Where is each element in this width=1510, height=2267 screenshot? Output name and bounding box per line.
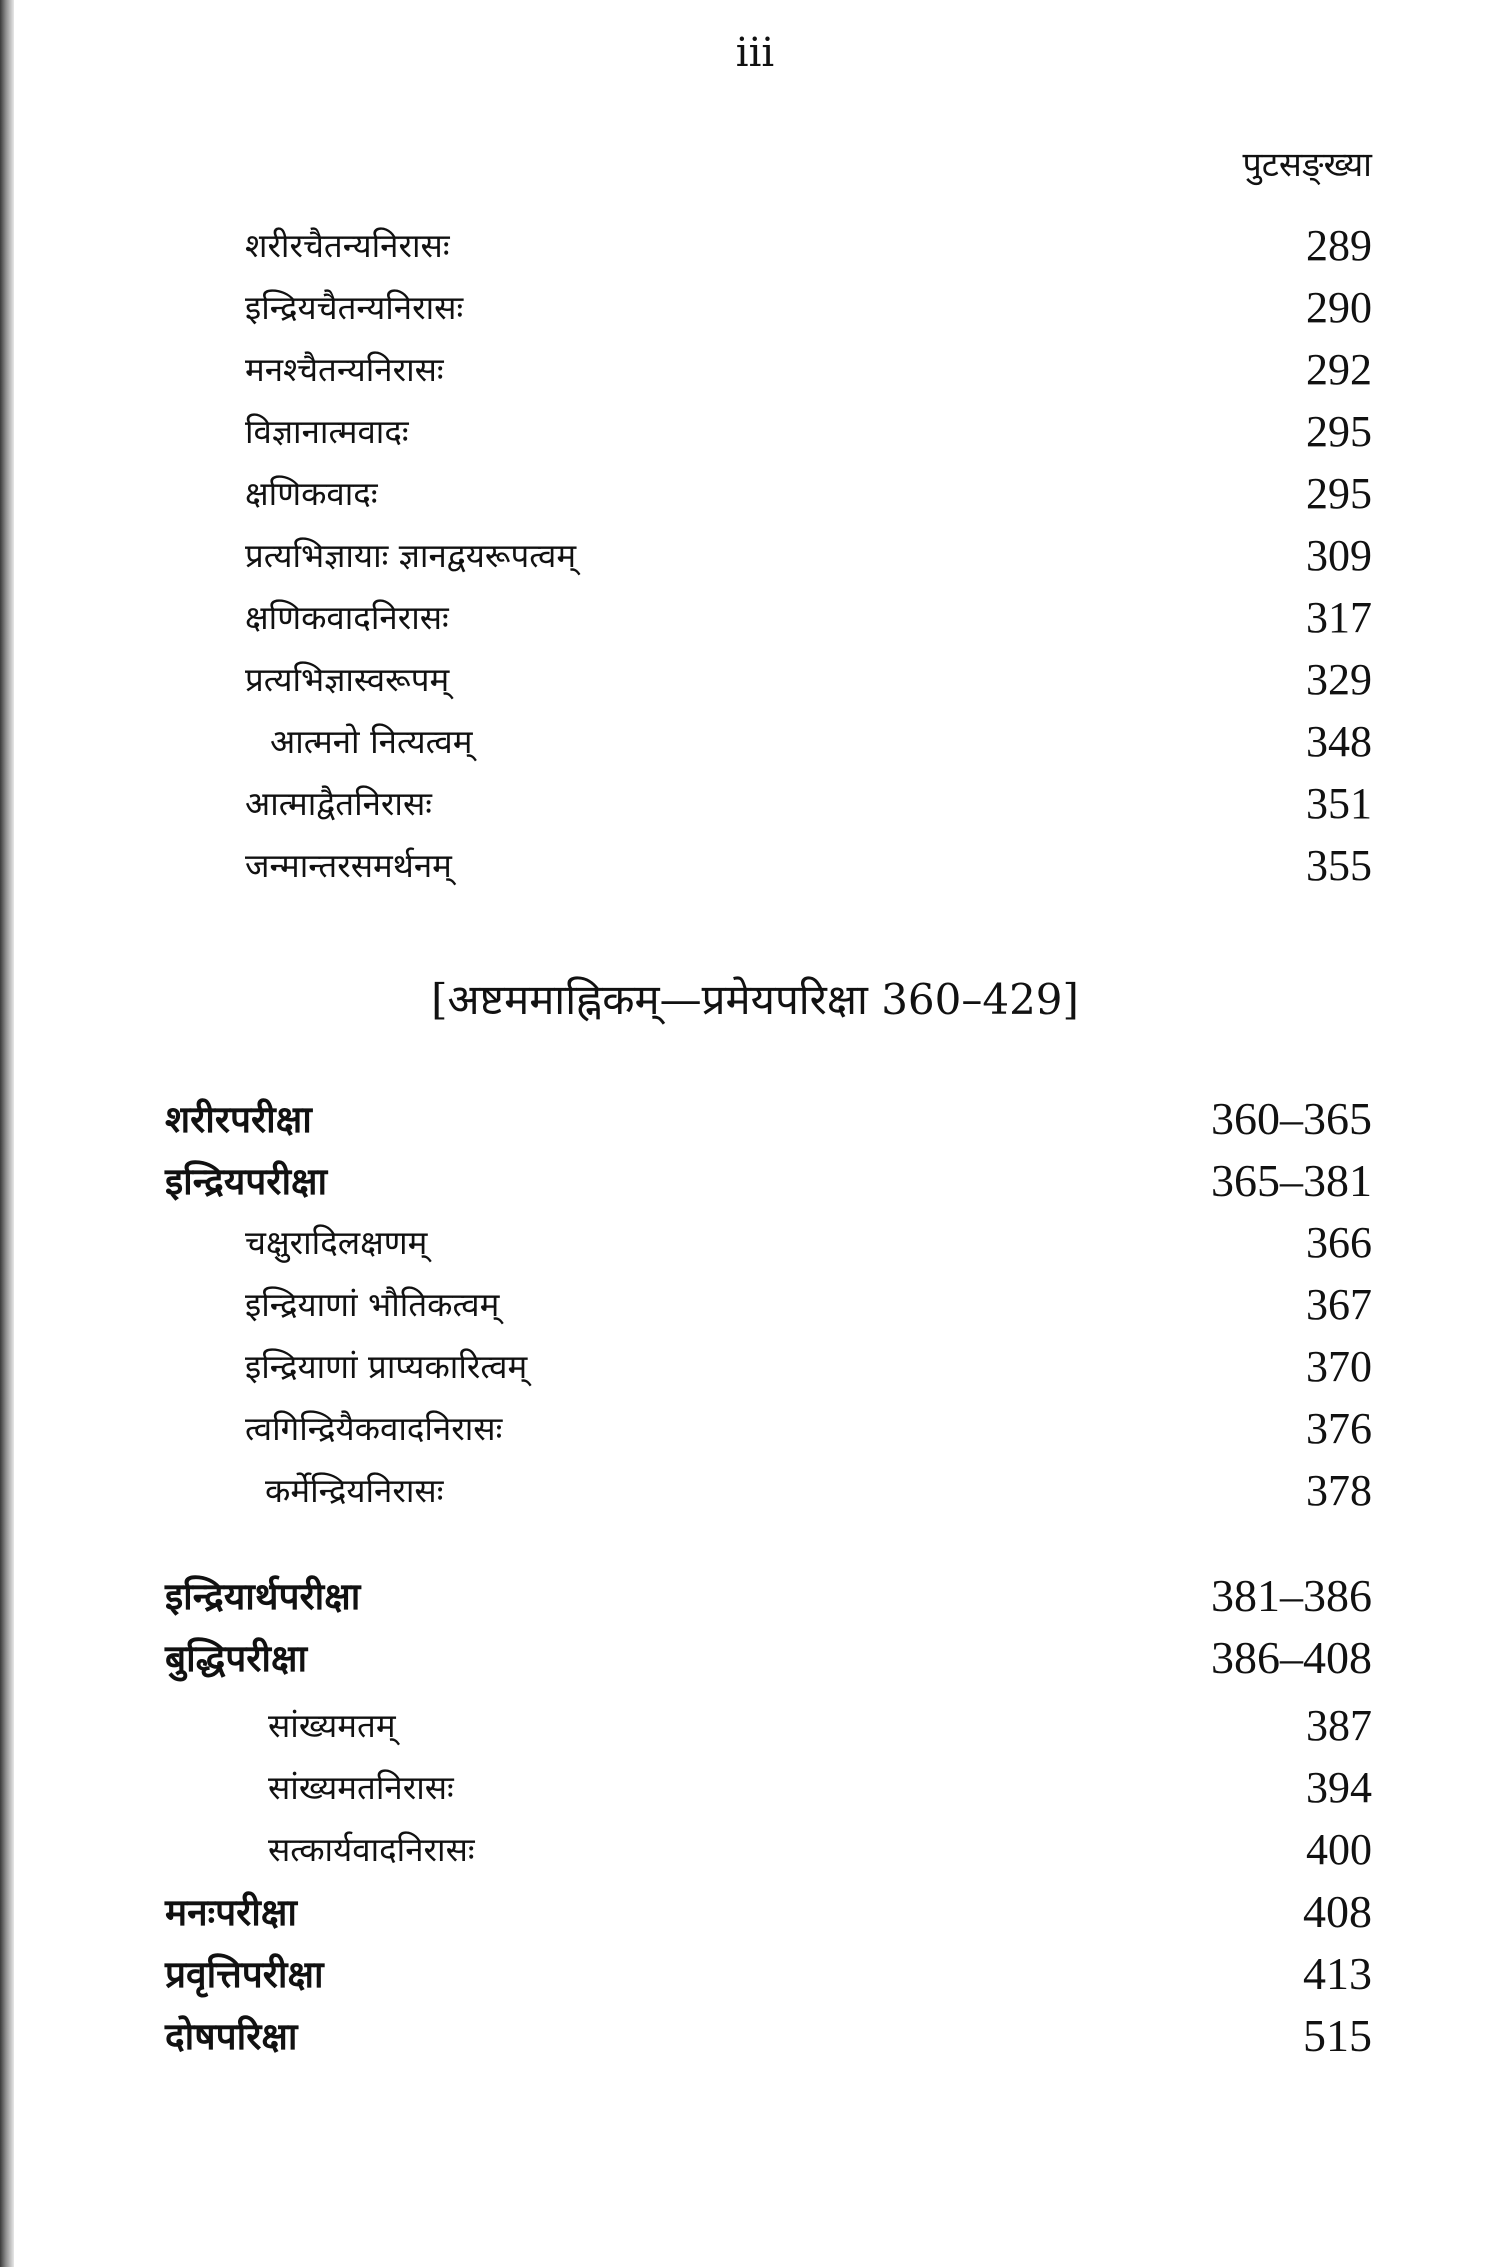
- toc-entry: [0, 1757, 1510, 1819]
- toc-entry: [0, 1627, 1510, 1689]
- toc-entry-label: इन्द्रियाणां भौतिकत्वम्: [245, 1285, 500, 1324]
- toc-entry-page: 387: [1306, 1701, 1372, 1750]
- toc-entry-label: मनःपरीक्षा: [165, 1890, 297, 1934]
- page-column-header: पुटसङ्ख्या: [1242, 145, 1372, 185]
- toc-entry: [0, 1274, 1510, 1336]
- toc-entry: [0, 277, 1510, 339]
- toc-entry-page: 386–408: [1211, 1632, 1372, 1683]
- toc-entry-page: 367: [1306, 1280, 1372, 1329]
- toc-entry-label: प्रवृत्तिपरीक्षा: [165, 1952, 324, 1996]
- toc-entry: [0, 215, 1510, 277]
- toc-entry-label: सांख्यमतनिरासः: [268, 1768, 454, 1807]
- toc-entry-page: 329: [1306, 655, 1372, 704]
- toc-entry-page: 365–381: [1211, 1155, 1372, 1206]
- toc-entry-page: 360–365: [1211, 1093, 1372, 1144]
- toc-entry: [0, 1881, 1510, 1943]
- toc-entry-page: 400: [1306, 1825, 1372, 1874]
- toc-entry-label: विज्ञानात्मवादः: [245, 412, 409, 451]
- toc-entry: [0, 1336, 1510, 1398]
- toc-entry: [0, 835, 1510, 897]
- toc-entry-label: बुद्धिपरीक्षा: [165, 1636, 308, 1680]
- toc-entry: [0, 2005, 1510, 2067]
- toc-entry: [0, 1695, 1510, 1757]
- toc-entry-label: त्वगिन्द्रियैकवादनिरासः: [245, 1409, 503, 1448]
- toc-entry-label: इन्द्रियपरीक्षा: [165, 1159, 328, 1203]
- toc-entry-label: आत्मनो नित्यत्वम्: [270, 722, 473, 761]
- toc-entry-page: 309: [1306, 531, 1372, 580]
- toc-entry-page: 408: [1303, 1886, 1372, 1937]
- toc-entry-page: 515: [1303, 2010, 1372, 2061]
- toc-entry-page: 351: [1306, 779, 1372, 828]
- toc-entry-label: क्षणिकवादनिरासः: [245, 598, 449, 637]
- toc-entry-label: इन्द्रियाणां प्राप्यकारित्वम्: [245, 1347, 528, 1386]
- toc-entry-label: प्रत्यभिज्ञायाः ज्ञानद्वयरूपत्वम्: [245, 536, 577, 575]
- toc-entry-page: 376: [1306, 1404, 1372, 1453]
- toc-entry: [0, 1088, 1510, 1150]
- toc-entry-label: दोषपरिक्षा: [165, 2014, 298, 2058]
- toc-entry-label: आत्माद्वैतनिरासः: [245, 784, 432, 823]
- page-number: iii: [735, 30, 775, 76]
- toc-entry: [0, 1398, 1510, 1460]
- toc-entry-label: प्रत्यभिज्ञास्वरूपम्: [245, 660, 450, 699]
- toc-entry-page: 378: [1306, 1466, 1372, 1515]
- toc-entry: [0, 1565, 1510, 1627]
- toc-entry-label: इन्द्रियचैतन्यनिरासः: [245, 288, 464, 327]
- toc-entry-page: 290: [1306, 283, 1372, 332]
- section-heading: [अष्टममाह्निकम्—प्रमेयपरिक्षा 360–429]: [431, 975, 1079, 1024]
- toc-entry: [0, 1212, 1510, 1274]
- toc-entry-page: 289: [1306, 221, 1372, 270]
- toc-entry-label: चक्षुरादिलक्षणम्: [245, 1223, 428, 1262]
- toc-entry-page: 366: [1306, 1218, 1372, 1267]
- toc-entry: [0, 1460, 1510, 1522]
- toc-entry-page: 292: [1306, 345, 1372, 394]
- toc-entry: [0, 773, 1510, 835]
- toc-entry-page: 370: [1306, 1342, 1372, 1391]
- toc-entry: [0, 587, 1510, 649]
- toc-entry: [0, 1943, 1510, 2005]
- toc-entry: [0, 711, 1510, 773]
- toc-entry-label: मनश्चैतन्यनिरासः: [245, 350, 444, 389]
- toc-entry-page: 381–386: [1211, 1570, 1372, 1621]
- toc-entry-page: 295: [1306, 469, 1372, 518]
- toc-entry-label: सांख्यमतम्: [268, 1706, 396, 1745]
- toc-entry: [0, 1150, 1510, 1212]
- toc-entry: [0, 1819, 1510, 1881]
- toc-entry-page: 355: [1306, 841, 1372, 890]
- toc-entry-page: 394: [1306, 1763, 1372, 1812]
- toc-entry-page: 348: [1306, 717, 1372, 766]
- toc-entry: [0, 339, 1510, 401]
- toc-entry-label: जन्मान्तरसमर्थनम्: [245, 846, 452, 885]
- toc-entry: [0, 525, 1510, 587]
- toc-entry-page: 295: [1306, 407, 1372, 456]
- toc-entry-label: क्षणिकवादः: [245, 474, 378, 513]
- toc-entry: [0, 463, 1510, 525]
- toc-entry-page: 413: [1303, 1948, 1372, 1999]
- toc-entry: [0, 649, 1510, 711]
- toc-entry-label: शरीरचैतन्यनिरासः: [245, 226, 450, 265]
- toc-entry-label: सत्कार्यवादनिरासः: [268, 1830, 475, 1869]
- toc-entry-label: इन्द्रियार्थपरीक्षा: [165, 1574, 361, 1618]
- toc-entry-page: 317: [1306, 593, 1372, 642]
- toc-entry-label: कर्मेन्द्रियनिरासः: [265, 1471, 444, 1510]
- toc-entry: [0, 401, 1510, 463]
- toc-entry-label: शरीरपरीक्षा: [165, 1097, 312, 1141]
